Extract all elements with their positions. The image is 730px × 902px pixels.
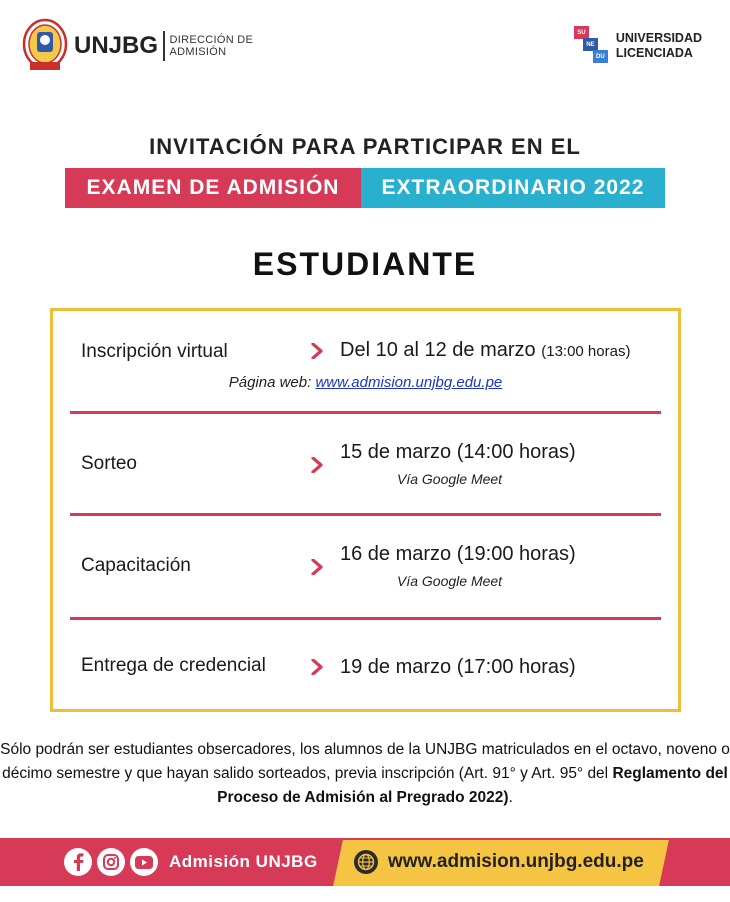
capacitacion-via: Vía Google Meet bbox=[397, 573, 503, 589]
website-link[interactable]: www.admision.unjbg.edu.pe bbox=[315, 374, 503, 391]
header-divider bbox=[163, 31, 165, 61]
inscripcion-label: Inscripción virtual bbox=[81, 341, 228, 362]
social-handle: Admisión UNJBG bbox=[169, 852, 318, 871]
separator bbox=[70, 617, 661, 620]
sunedu-cell-2: NE bbox=[583, 38, 598, 51]
footer-website[interactable] bbox=[354, 850, 644, 874]
sunedu-cell-1: SU bbox=[574, 26, 589, 39]
eligibility-note bbox=[0, 738, 730, 810]
brand-name: UNJBG bbox=[74, 32, 159, 59]
exam-banner bbox=[65, 168, 665, 208]
instagram-icon[interactable] bbox=[97, 848, 125, 876]
separator bbox=[70, 513, 661, 516]
unjbg-logo bbox=[22, 18, 253, 74]
chevron-right-icon bbox=[311, 457, 323, 473]
inscripcion-date-text: Del 10 al 12 de marzo bbox=[340, 339, 536, 361]
credencial-label: Entrega de credencial bbox=[81, 655, 266, 676]
web-line: Página web: www.admision.unjbg.edu.pe bbox=[228, 374, 503, 391]
facebook-icon[interactable] bbox=[64, 848, 92, 876]
youtube-icon[interactable] bbox=[130, 848, 158, 876]
chevron-right-icon bbox=[311, 343, 323, 359]
sorteo-label: Sorteo bbox=[81, 453, 137, 474]
chevron-right-icon bbox=[311, 559, 323, 575]
footer-website-text[interactable]: www.admision.unjbg.edu.pe bbox=[388, 851, 644, 872]
footer-bar bbox=[0, 838, 730, 886]
sunedu-cell-3: DU bbox=[593, 50, 608, 63]
department-name bbox=[170, 34, 254, 58]
page-heading: ESTUDIANTE bbox=[252, 246, 478, 282]
department-line-2: ADMISIÓN bbox=[169, 46, 227, 58]
capacitacion-date: 16 de marzo (19:00 horas) bbox=[340, 543, 576, 565]
licensed-university-label bbox=[616, 31, 702, 61]
schedule-box bbox=[50, 308, 681, 712]
web-label: Página web bbox=[228, 374, 308, 391]
banner-right: EXTRAORDINARIO 2022 bbox=[361, 168, 665, 208]
credencial-date: 19 de marzo (17:00 horas) bbox=[340, 656, 576, 678]
inscripcion-time: (13:00 horas) bbox=[541, 343, 631, 360]
banner-left: EXAMEN DE ADMISIÓN bbox=[65, 168, 361, 208]
license-line-1: UNIVERSIDAD bbox=[615, 31, 702, 45]
note-text: Sólo podrán ser estudiantes obsercadores, los alumnos de la UNJBG matriculados en el octavo, noveno o décimo semestre y que hayan salido sorteados, previa inscripción (Art. 91° y Art. 95° del bbox=[0, 741, 730, 782]
university-seal-icon bbox=[22, 18, 68, 74]
department-line-1: DIRECCIÓN DE bbox=[169, 34, 254, 46]
sunedu-logo bbox=[574, 26, 702, 66]
chevron-right-icon bbox=[311, 659, 323, 675]
sorteo-via: Vía Google Meet bbox=[397, 471, 503, 487]
inscripcion-date bbox=[340, 339, 630, 362]
invitation-title: INVITACIÓN PARA PARTICIPAR EN EL bbox=[149, 134, 581, 159]
note-bold: Reglamento del Proceso de Admisión al Pregrado 2022) bbox=[217, 765, 728, 806]
license-line-2: LICENCIADA bbox=[615, 46, 693, 60]
note-end: . bbox=[508, 789, 513, 806]
separator bbox=[70, 411, 661, 414]
sunedu-icon bbox=[574, 26, 610, 66]
capacitacion-label: Capacitación bbox=[81, 555, 191, 576]
globe-icon bbox=[354, 850, 378, 874]
sorteo-date: 15 de marzo (14:00 horas) bbox=[340, 441, 576, 463]
social-links bbox=[64, 848, 318, 876]
